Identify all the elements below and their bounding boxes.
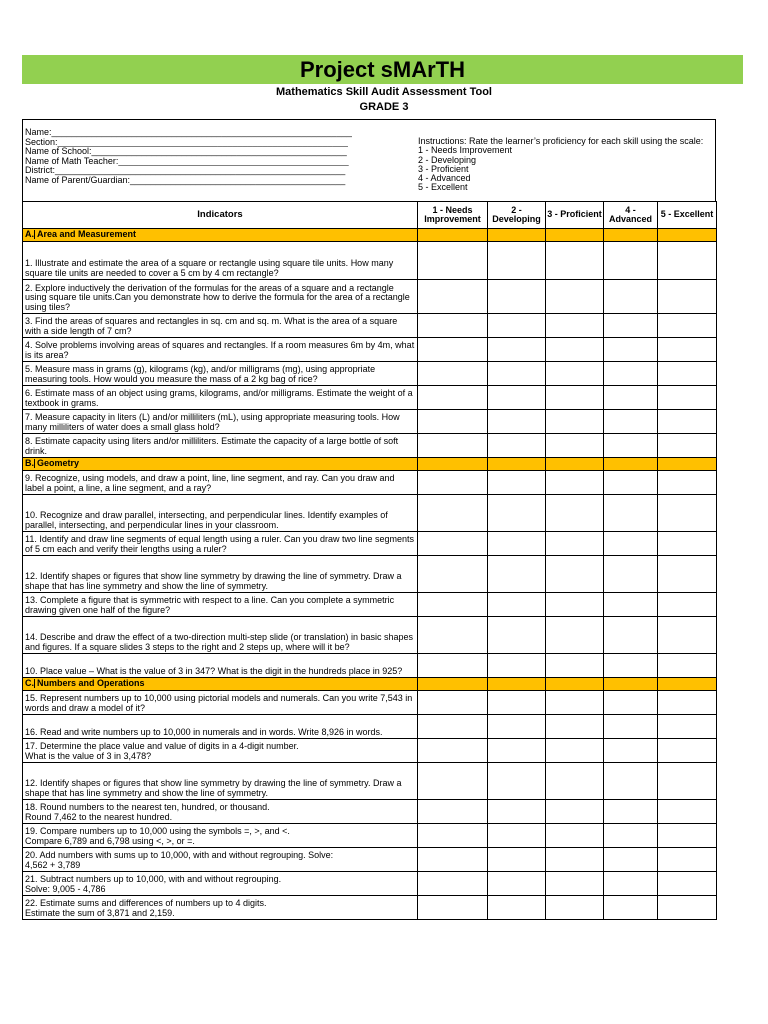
indicator-text: 7. Measure capacity in liters (L) and/or milliliters (mL), using appropriate measuring tools. How many milliliters of water does a small glass hold? (23, 410, 418, 434)
rating-cell-2[interactable] (488, 362, 546, 386)
header-rating-1: 1 - Needs Improvement (418, 202, 488, 229)
rating-cell-2[interactable] (488, 872, 546, 896)
rating-cell-5[interactable] (658, 896, 717, 920)
section-rating-cell (546, 458, 604, 471)
indicator-text: 3. Find the areas of squares and rectangles in sq. cm and sq. m. What is the area of a square with a side length of 7 cm? (23, 314, 418, 338)
rating-cell-3[interactable] (546, 410, 604, 434)
rating-cell-5[interactable] (658, 691, 717, 715)
rating-cell-3[interactable] (546, 824, 604, 848)
rating-cell-1[interactable] (418, 654, 488, 678)
rating-cell-3[interactable] (546, 471, 604, 495)
section-rating-cell (604, 458, 658, 471)
indicator-row (23, 434, 717, 458)
rating-cell-4[interactable] (604, 434, 658, 458)
indicator-text: 11. Identify and draw line segments of equal length using a ruler. Can you draw two line segments of 5 cm each and verify their lengths using a ruler? (23, 532, 418, 556)
indicator-row (23, 556, 717, 593)
indicator-row (23, 715, 717, 739)
learner-info-box (22, 119, 716, 202)
rating-cell-5[interactable] (658, 471, 717, 495)
indicator-row (23, 386, 717, 410)
rating-cell-3[interactable] (546, 593, 604, 617)
table-body (23, 229, 717, 920)
indicator-text: 2. Explore inductively the derivation of the formulas for the areas of a square and a rectangle using square tile units.Can you demonstrate how to derive the formula for the area of a rectangle using tiles? (23, 280, 418, 314)
rating-cell-4[interactable] (604, 654, 658, 678)
indicator-row (23, 896, 717, 920)
section-row (23, 678, 717, 691)
rating-cell-3[interactable] (546, 896, 604, 920)
rating-cell-5[interactable] (658, 800, 717, 824)
section-row (23, 229, 717, 242)
indicator-row (23, 739, 717, 763)
rating-cell-2[interactable] (488, 691, 546, 715)
section-letter: B. (25, 457, 34, 468)
field-district: District:__________________________________________________________ (25, 166, 346, 176)
scale-2: 2 - Developing (418, 154, 477, 165)
header-rating-4: 4 - Advanced (604, 202, 658, 229)
rating-cell-2[interactable] (488, 434, 546, 458)
rating-cell-3[interactable] (546, 800, 604, 824)
rating-cell-3[interactable] (546, 872, 604, 896)
rating-cell-3[interactable] (546, 739, 604, 763)
indicator-text: 9. Recognize, using models, and draw a point, line, line segment, and ray. Can you draw and label a point, a line, a line segment, and a ray? (23, 471, 418, 495)
rating-cell-1[interactable] (418, 410, 488, 434)
section-rating-cell (488, 229, 546, 242)
skill-audit-table (22, 201, 717, 920)
header-indicators: Indicators (23, 202, 418, 229)
indicator-text: 14. Describe and draw the effect of a two-direction multi-step slide (or translation) in basic shapes and figures. If a square slides 3 steps to the right and 2 steps up, where will it be? (23, 617, 418, 654)
rating-cell-2[interactable] (488, 386, 546, 410)
indicator-text: 10. Recognize and draw parallel, intersecting, and perpendicular lines. Identify examples of parallel, intersecting, and perpendicular lines in your classroom. (23, 495, 418, 532)
header-rating-3: 3 - Proficient (546, 202, 604, 229)
rating-cell-3[interactable] (546, 242, 604, 280)
indicator-row (23, 654, 717, 678)
indicator-text: 21. Subtract numbers up to 10,000, with and without regrouping. Solve: 9,005 - 4,786 (23, 872, 418, 896)
rating-cell-1[interactable] (418, 824, 488, 848)
rating-cell-3[interactable] (546, 763, 604, 800)
rating-cell-5[interactable] (658, 715, 717, 739)
section-rating-cell (658, 678, 717, 691)
scale-1: 1 - Needs Improvement (418, 145, 513, 156)
rating-cell-2[interactable] (488, 654, 546, 678)
rating-cell-5[interactable] (658, 338, 717, 362)
field-parent-guardian: Name of Parent/Guardian:___________________________________________ (25, 175, 346, 185)
rating-cell-1[interactable] (418, 314, 488, 338)
indicator-text: 5. Measure mass in grams (g), kilograms (kg), and/or milligrams (mg), using appropriate measuring tools. How would you measure the mass of a 2 kg bag of rice? (23, 362, 418, 386)
rating-cell-1[interactable] (418, 896, 488, 920)
rating-cell-1[interactable] (418, 280, 488, 314)
section-rating-cell (658, 458, 717, 471)
rating-cell-1[interactable] (418, 338, 488, 362)
rating-cell-4[interactable] (604, 739, 658, 763)
rating-cell-5[interactable] (658, 848, 717, 872)
rating-cell-5[interactable] (658, 410, 717, 434)
rating-cell-4[interactable] (604, 896, 658, 920)
rating-cell-5[interactable] (658, 314, 717, 338)
rating-cell-1[interactable] (418, 242, 488, 280)
rating-cell-5[interactable] (658, 824, 717, 848)
rating-cell-4[interactable] (604, 280, 658, 314)
table-header-row (23, 202, 717, 229)
rating-cell-2[interactable] (488, 410, 546, 434)
indicator-row (23, 763, 717, 800)
indicator-row (23, 314, 717, 338)
rating-cell-3[interactable] (546, 495, 604, 532)
info-fields (25, 128, 415, 186)
rating-cell-2[interactable] (488, 242, 546, 280)
field-name: Name:____________________________________________________________ (25, 128, 352, 137)
rating-cell-4[interactable] (604, 556, 658, 593)
rating-cell-3[interactable] (546, 386, 604, 410)
rating-cell-4[interactable] (604, 242, 658, 280)
rating-cell-2[interactable] (488, 471, 546, 495)
rating-cell-2[interactable] (488, 617, 546, 654)
rating-cell-4[interactable] (604, 824, 658, 848)
rating-cell-1[interactable] (418, 739, 488, 763)
indicator-row (23, 848, 717, 872)
indicator-row (23, 872, 717, 896)
indicator-row (23, 242, 717, 280)
rating-cell-5[interactable] (658, 242, 717, 280)
rating-cell-5[interactable] (658, 654, 717, 678)
section-rating-cell (488, 678, 546, 691)
page-title: Project sMArTH (299, 57, 466, 82)
rating-cell-4[interactable] (604, 314, 658, 338)
indicator-text: 6. Estimate mass of an object using grams, kilograms, and/or milligrams. Estimate the weight of a textbook in grams. (23, 386, 418, 410)
rating-cell-4[interactable] (604, 410, 658, 434)
indicator-row (23, 410, 717, 434)
rating-cell-4[interactable] (604, 872, 658, 896)
rating-cell-1[interactable] (418, 848, 488, 872)
indicator-row (23, 471, 717, 495)
rating-cell-5[interactable] (658, 434, 717, 458)
section-letter: A. (25, 228, 34, 239)
rating-cell-5[interactable] (658, 593, 717, 617)
indicator-text: 10. Place value – What is the value of 3 in 347? What is the digit in the hundreds place in 925? (23, 654, 418, 678)
rating-cell-3[interactable] (546, 338, 604, 362)
scale-4: 4 - Advanced (418, 173, 471, 184)
section-title-cell (23, 229, 418, 242)
rating-cell-1[interactable] (418, 386, 488, 410)
rating-cell-4[interactable] (604, 495, 658, 532)
rating-cell-4[interactable] (604, 471, 658, 495)
rating-cell-1[interactable] (418, 593, 488, 617)
indicator-text: 12. Identify shapes or figures that show line symmetry by drawing the line of symmetry. Draw a shape that has line symmetry and show the line of symmetry. (23, 556, 418, 593)
indicator-row (23, 338, 717, 362)
section-rating-cell (604, 678, 658, 691)
section-rating-cell (418, 229, 488, 242)
rating-cell-3[interactable] (546, 848, 604, 872)
field-math-teacher: Name of Math Teacher:______________________________________________ (25, 156, 349, 166)
rating-cell-3[interactable] (546, 654, 604, 678)
rating-cell-3[interactable] (546, 691, 604, 715)
rating-cell-3[interactable] (546, 715, 604, 739)
rating-cell-4[interactable] (604, 338, 658, 362)
rating-cell-5[interactable] (658, 872, 717, 896)
rating-cell-2[interactable] (488, 593, 546, 617)
indicator-row (23, 593, 717, 617)
rating-cell-3[interactable] (546, 556, 604, 593)
rating-cell-5[interactable] (658, 495, 717, 532)
indicator-text: 18. Round numbers to the nearest ten, hundred, or thousand. Round 7,462 to the nearest hundred. (23, 800, 418, 824)
rating-cell-5[interactable] (658, 739, 717, 763)
header-rating-5: 5 - Excellent (658, 202, 717, 229)
section-rating-cell (418, 678, 488, 691)
indicator-text: 15. Represent numbers up to 10,000 using pictorial models and numerals. Can you write 7,543 in words and draw a model of it? (23, 691, 418, 715)
field-section: Section:__________________________________________________________ (25, 137, 348, 147)
header-rating-2: 2 - Developing (488, 202, 546, 229)
rating-cell-1[interactable] (418, 471, 488, 495)
rating-cell-4[interactable] (604, 532, 658, 556)
title-banner (22, 55, 743, 84)
rating-cell-1[interactable] (418, 617, 488, 654)
section-title: Area and Measurement (37, 228, 137, 239)
indicator-text: 12. Identify shapes or figures that show line symmetry by drawing the line of symmetry. Draw a shape that has line symmetry and show the line of symmetry. (23, 763, 418, 800)
rating-cell-1[interactable] (418, 556, 488, 593)
section-title: Numbers and Operations (37, 677, 145, 688)
rating-cell-1[interactable] (418, 495, 488, 532)
rating-cell-3[interactable] (546, 314, 604, 338)
section-rating-cell (488, 458, 546, 471)
section-rating-cell (604, 229, 658, 242)
rating-cell-4[interactable] (604, 386, 658, 410)
indicator-text: 17. Determine the place value and value of digits in a 4-digit number. What is the value of 3 in 3,478? (23, 739, 418, 763)
tool-subtitle: Mathematics Skill Audit Assessment Tool (276, 86, 492, 98)
indicator-text: 8. Estimate capacity using liters and/or milliliters. Estimate the capacity of a large bottle of soft drink. (23, 434, 418, 458)
rating-cell-3[interactable] (546, 532, 604, 556)
section-rating-cell (418, 458, 488, 471)
indicator-text: 1. Illustrate and estimate the area of a square or rectangle using square tile units. How many square tile units are needed to cover a 5 cm by 4 cm rectangle? (23, 242, 418, 280)
rating-cell-4[interactable] (604, 691, 658, 715)
section-title: Geometry (37, 457, 80, 468)
indicator-row (23, 824, 717, 848)
section-row (23, 458, 717, 471)
section-title-cell (23, 678, 418, 691)
rating-cell-4[interactable] (604, 362, 658, 386)
rating-cell-2[interactable] (488, 715, 546, 739)
rating-cell-2[interactable] (488, 763, 546, 800)
rating-cell-2[interactable] (488, 495, 546, 532)
rating-cell-2[interactable] (488, 280, 546, 314)
section-rating-cell (658, 229, 717, 242)
rating-cell-2[interactable] (488, 338, 546, 362)
rating-cell-3[interactable] (546, 434, 604, 458)
rating-cell-4[interactable] (604, 715, 658, 739)
rating-cell-1[interactable] (418, 434, 488, 458)
section-rating-cell (546, 678, 604, 691)
rating-cell-2[interactable] (488, 532, 546, 556)
rating-cell-5[interactable] (658, 386, 717, 410)
indicator-row (23, 280, 717, 314)
rating-cell-5[interactable] (658, 280, 717, 314)
rating-cell-2[interactable] (488, 556, 546, 593)
rating-cell-5[interactable] (658, 362, 717, 386)
indicator-row (23, 532, 717, 556)
rating-cell-1[interactable] (418, 715, 488, 739)
rating-cell-1[interactable] (418, 362, 488, 386)
rating-cell-3[interactable] (546, 617, 604, 654)
scale-3: 3 - Proficient (418, 163, 469, 174)
indicator-text: 22. Estimate sums and differences of numbers up to 4 digits. Estimate the sum of 3,871 and 2,159. (23, 896, 418, 920)
rating-cell-4[interactable] (604, 800, 658, 824)
indicator-row (23, 691, 717, 715)
rating-cell-2[interactable] (488, 896, 546, 920)
indicator-row (23, 800, 717, 824)
rating-cell-1[interactable] (418, 800, 488, 824)
indicator-text: 13. Complete a figure that is symmetric with respect to a line. Can you complete a symmetric drawing given one half of the figure? (23, 593, 418, 617)
rating-instructions (418, 137, 714, 193)
rating-cell-2[interactable] (488, 800, 546, 824)
section-rating-cell (546, 229, 604, 242)
indicator-text: 19. Compare numbers up to 10,000 using the symbols =, >, and <. Compare 6,789 and 6,798 using <, >, or =. (23, 824, 418, 848)
rating-cell-1[interactable] (418, 872, 488, 896)
indicator-text: 4. Solve problems involving areas of squares and rectangles. If a room measures 6m by 4m, what is its area? (23, 338, 418, 362)
rating-cell-2[interactable] (488, 739, 546, 763)
rating-cell-2[interactable] (488, 848, 546, 872)
rating-cell-1[interactable] (418, 763, 488, 800)
rating-cell-3[interactable] (546, 362, 604, 386)
field-school: Name of School:___________________________________________________ (25, 147, 347, 157)
section-letter: C. (25, 677, 34, 688)
rating-cell-5[interactable] (658, 763, 717, 800)
rating-cell-2[interactable] (488, 824, 546, 848)
rating-cell-5[interactable] (658, 532, 717, 556)
rating-cell-5[interactable] (658, 617, 717, 654)
rating-cell-4[interactable] (604, 763, 658, 800)
indicator-row (23, 617, 717, 654)
indicator-row (23, 362, 717, 386)
instructions-text: Instructions: Rate the learner’s proficiency for each skill using the scale: (418, 136, 704, 146)
rating-cell-2[interactable] (488, 314, 546, 338)
grade-label: GRADE 3 (359, 101, 409, 113)
rating-cell-4[interactable] (604, 593, 658, 617)
indicator-row (23, 495, 717, 532)
rating-cell-1[interactable] (418, 532, 488, 556)
indicator-text: 20. Add numbers with sums up to 10,000, with and without regrouping. Solve: 4,562 + 3,789 (23, 848, 418, 872)
rating-cell-4[interactable] (604, 848, 658, 872)
rating-cell-4[interactable] (604, 617, 658, 654)
rating-cell-5[interactable] (658, 556, 717, 593)
section-title-cell (23, 458, 418, 471)
rating-cell-3[interactable] (546, 280, 604, 314)
indicator-text: 16. Read and write numbers up to 10,000 in numerals and in words. Write 8,926 in words. (23, 715, 418, 739)
rating-cell-1[interactable] (418, 691, 488, 715)
scale-5: 5 - Excellent (418, 182, 468, 193)
